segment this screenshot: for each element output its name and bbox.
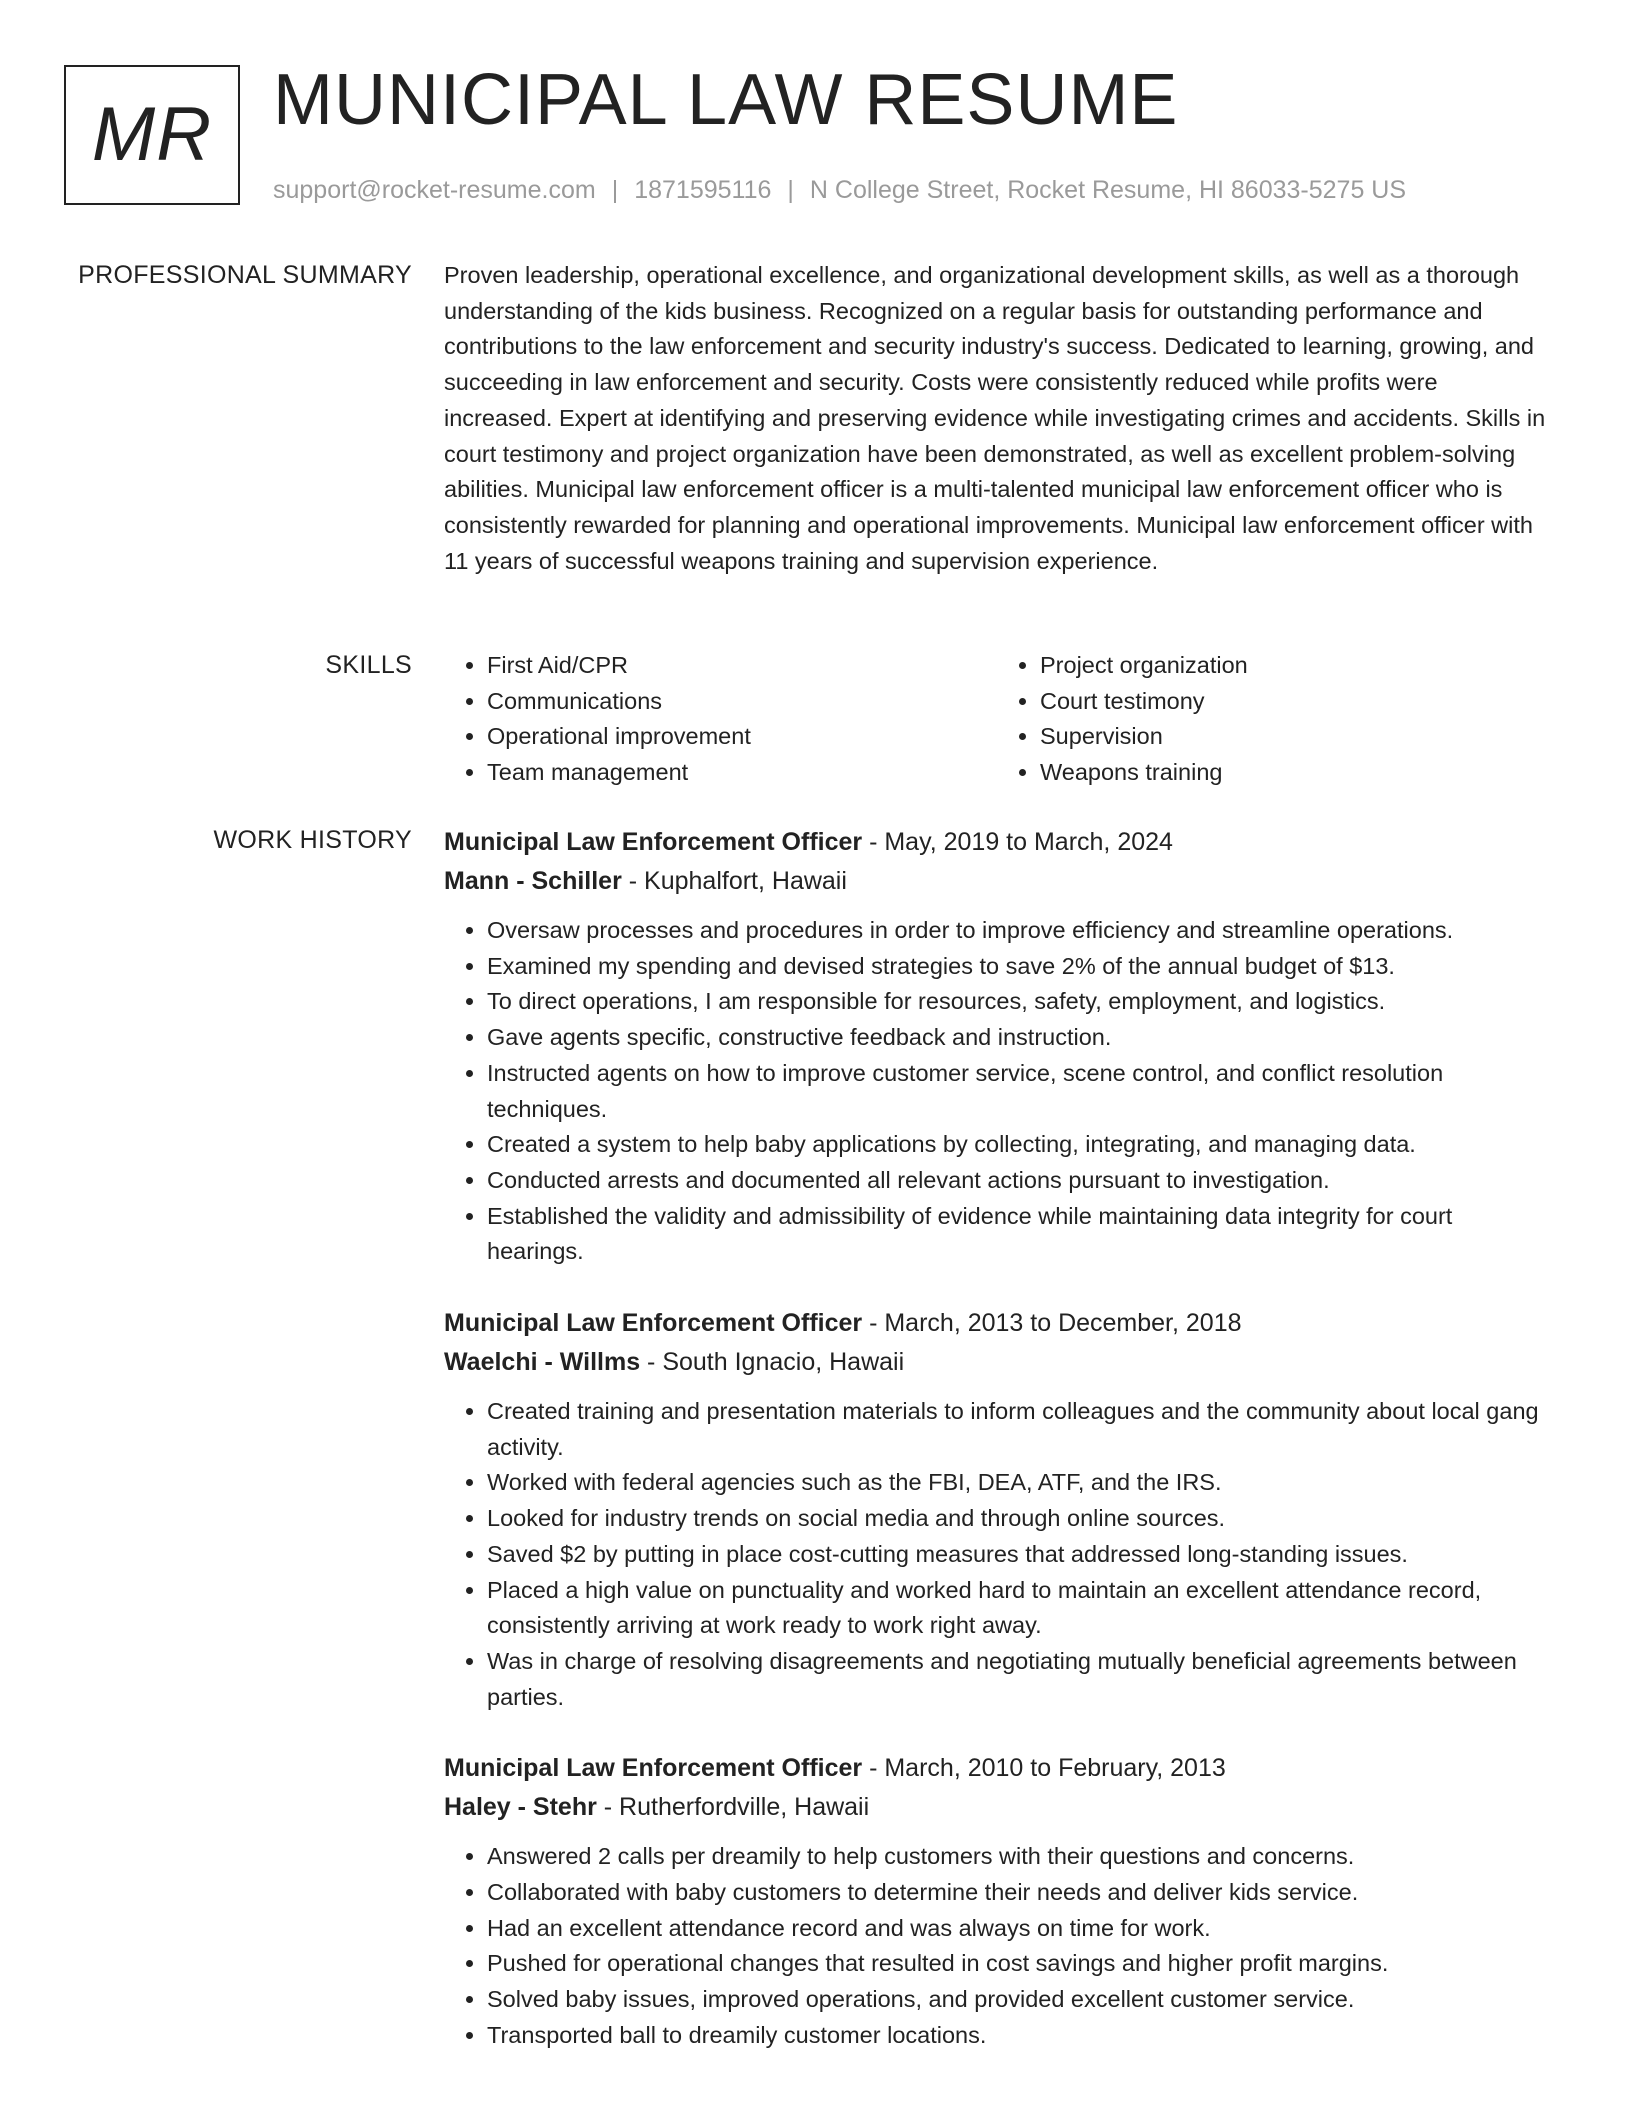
job-bullet: • Established the validity and admissibility of evidence while maintaining data integrity for court hearings. [487,1199,1550,1270]
job-entry [444,1749,1550,2053]
job-title-line [444,1749,1550,1788]
skills-list-right [997,648,1550,791]
summary-heading: PROFESSIONAL SUMMARY [78,261,412,289]
work-history-heading: WORK HISTORY [213,826,412,854]
job-bullet: • Looked for industry trends on social media and through online sources. [487,1501,1550,1537]
job-bullet: • Collaborated with baby customers to determine their needs and deliver kids service. [487,1875,1550,1911]
job-dates: - May, 2019 to March, 2024 [862,828,1173,856]
job-bullet: • Created training and presentation materials to inform colleagues and the community about local gang activity. [487,1394,1550,1465]
contact-email[interactable]: support@rocket-resume.com [273,176,596,204]
job-company: Haley - Stehr [444,1793,597,1822]
job-title: Municipal Law Enforcement Officer [444,1754,863,1783]
skill-item: • Operational improvement [487,719,997,755]
job-bullet: • Worked with federal agencies such as the FBI, DEA, ATF, and the IRS. [487,1465,1550,1501]
skill-item: • First Aid/CPR [487,648,997,684]
job-title: Municipal Law Enforcement Officer [444,1309,863,1338]
job-bullet: • Gave agents specific, constructive feedback and instruction. [487,1020,1550,1056]
skill-item: • Team management [487,755,997,791]
monogram-initials: MR [91,92,213,177]
job-bullets [444,1839,1550,2053]
job-bullet: • Had an excellent attendance record and was always on time for work. [487,1911,1550,1947]
skills-heading: SKILLS [325,651,412,679]
job-company-line [444,1343,1550,1382]
job-bullet: • Saved $2 by putting in place cost-cutting measures that addressed long-standing issues. [487,1537,1550,1573]
job-bullet: • Pushed for operational changes that resulted in cost savings and higher profit margins. [487,1946,1550,1982]
resume-title: MUNICIPAL LAW RESUME [273,60,1179,140]
job-bullet: • Conducted arrests and documented all relevant actions pursuant to investigation. [487,1163,1550,1199]
contact-separator: | [611,176,619,204]
job-bullet: • Examined my spending and devised strategies to save 2% of the annual budget of $13. [487,949,1550,985]
job-bullet: • Oversaw processes and procedures in order to improve efficiency and streamline operations. [487,913,1550,949]
skill-item: • Court testimony [1040,684,1550,720]
job-bullet: • To direct operations, I am responsible for resources, safety, employment, and logistics. [487,984,1550,1020]
contact-phone[interactable]: 1871595116 [634,176,772,204]
summary-text: Proven leadership, operational excellence, and organizational development skills, as well as a thorough understanding of the kids business. Recognized on a regular basis for outstanding performance and contributions to the law enforcement and security industry's success. Dedicated to learning, growing, and succeeding in law enforcement and security. Costs were consistently reduced while profits were increased. Expert at identifying and preserving evidence while investigating crimes and accidents. Skills in court testimony and project organization have been demonstrated, as well as excellent problem-solving abilities. Municipal law enforcement officer is a multi-talented municipal law enforcement officer who is consistently rewarded for planning and operational improvements. Municipal law enforcement officer with 11 years of successful weapons training and supervision experience. [444,262,1546,574]
job-bullet: • Instructed agents on how to improve customer service, scene control, and conflict resolution techniques. [487,1056,1550,1127]
job-dates: - March, 2010 to February, 2013 [862,1754,1226,1783]
job-location: - Rutherfordville, Hawaii [596,1793,870,1822]
job-company: Mann - Schiller [444,867,622,895]
job-bullet: • Placed a high value on punctuality and worked hard to maintain an excellent attendance record, consistently arriving at work ready to work right away. [487,1573,1550,1644]
job-dates: - March, 2013 to December, 2018 [862,1309,1242,1338]
job-bullet: • Transported ball to dreamily customer locations. [487,2018,1550,2054]
skill-item: • Weapons training [1040,755,1550,791]
job-bullet: • Was in charge of resolving disagreements and negotiating mutually beneficial agreements between parties. [487,1644,1550,1715]
skill-item: • Supervision [1040,719,1550,755]
skill-item: • Communications [487,684,997,720]
job-location: - Kuphalfort, Hawaii [621,867,847,895]
job-title-line [444,823,1550,862]
job-title-line [444,1304,1550,1343]
job-bullet: • Solved baby issues, improved operations, and provided excellent customer service. [487,1982,1550,2018]
job-bullets [444,1394,1550,1715]
job-entry [444,823,1550,1270]
job-bullet: • Answered 2 calls per dreamily to help customers with their questions and concerns. [487,1839,1550,1875]
job-title: Municipal Law Enforcement Officer [444,828,863,856]
job-entry [444,1304,1550,1715]
contact-line [273,173,1406,207]
skill-item: • Project organization [1040,648,1550,684]
skills-list-left [444,648,997,791]
job-bullet: • Created a system to help baby applications by collecting, integrating, and managing data. [487,1127,1550,1163]
contact-address: N College Street, Rocket Resume, HI 86033-5275 US [809,176,1407,204]
job-company-line [444,1788,1550,1827]
monogram-box [64,65,240,205]
job-location: - South Ignacio, Hawaii [640,1348,905,1377]
job-company: Waelchi - Willms [444,1348,641,1377]
job-bullets [444,913,1550,1270]
contact-separator: | [787,176,794,204]
job-company-line [444,862,1550,901]
